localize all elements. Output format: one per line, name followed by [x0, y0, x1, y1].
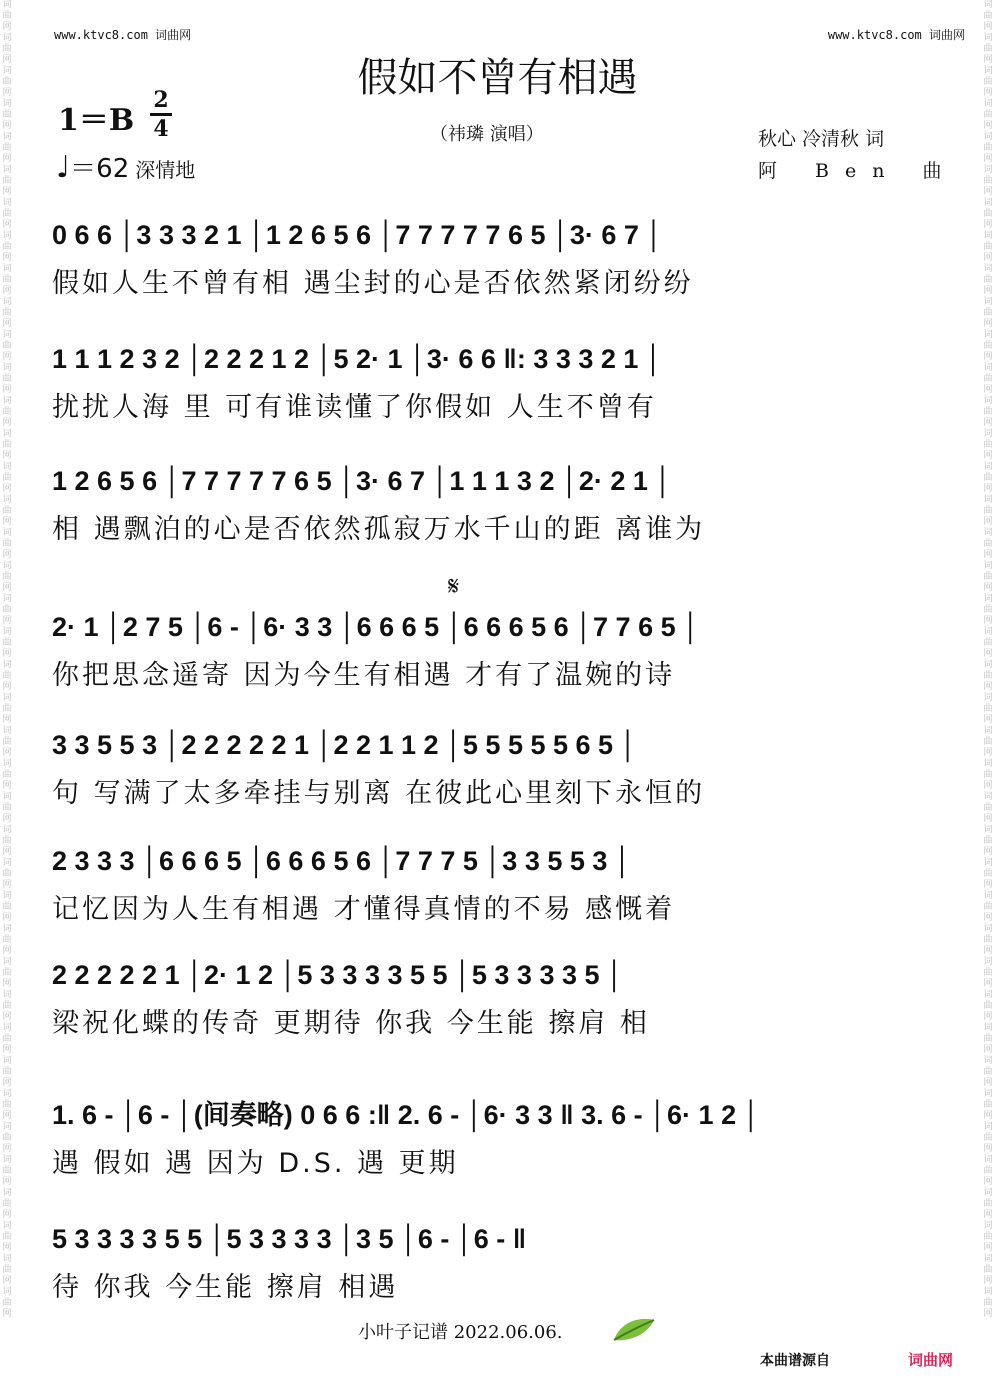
segno-sign: 𝄋	[448, 572, 460, 602]
tempo-value: ＝62	[70, 154, 130, 184]
composer-credit: 阿 Ben 曲	[758, 160, 958, 182]
notation-line: 3 3 5 5 3 │2 2 2 2 2 1 │2 2 1 1 2 │5 5 5 5 5 6 5 │	[52, 730, 638, 760]
lyrics-line: 相 遇飘泊的心是否依然孤寂万水千山的距 离谁为	[52, 514, 706, 545]
tempo-marking	[56, 148, 195, 185]
lyrics-line: 待 你我 今生能 擦肩 相遇	[52, 1272, 399, 1303]
time-signature	[150, 88, 172, 141]
score-row	[52, 952, 948, 1044]
notation-line: 2 2 2 2 2 1 │2· 1 2 │5 3 3 3 3 5 5 │5 3 3 3 3 5 │	[52, 960, 624, 990]
notation-line: 2 3 3 3 │6 6 6 5 │6 6 6 5 6 │7 7 7 5 │3 3 5 5 3 │	[52, 846, 632, 876]
score-row	[52, 212, 948, 304]
score-row	[52, 458, 948, 550]
quarter-note-icon: ♩	[56, 150, 71, 185]
notation-line: 1. 6 - │6 - │(间奏略) 0 6 6 :‖ 2. 6 - │6· 3 3 ‖ 3. 6 - │6· 1 2 │	[52, 1100, 761, 1130]
score-row	[52, 604, 948, 696]
lyrics-line: 你把思念遥寄 因为今生有相遇 才有了温婉的诗	[52, 660, 676, 691]
score-row-endings	[52, 1092, 948, 1184]
expression-mark: 深情地	[135, 158, 196, 182]
score-row	[52, 336, 948, 428]
leaf-icon	[610, 1314, 656, 1344]
score-row	[52, 1216, 948, 1308]
notation-line: 0 6 6 │3 3 3 2 1 │1 2 6 5 6 │7 7 7 7 7 6 5 │3· 6 7 │	[52, 220, 664, 250]
watermark-top-right: www.ktvc8.com 词曲网	[827, 28, 965, 42]
time-top: 2	[153, 87, 169, 113]
site-logo[interactable]: 词曲网	[908, 1351, 954, 1369]
lyrics-line: 句 写满了太多牵挂与别离 在彼此心里刻下永恒的	[52, 778, 706, 809]
lyrics-line: 遇 假如 遇 因为 D.S. 遇 更期	[52, 1148, 459, 1179]
notation-line: 5 3 3 3 3 5 5 │5 3 3 3 3 │3 5 │6 - │6 - ‖	[52, 1224, 527, 1254]
song-title: 假如不曾有相遇	[357, 55, 638, 101]
lyricist-credit: 秋心 冷清秋 词	[758, 128, 885, 150]
credits	[758, 123, 958, 187]
left-watermark-strip: 词曲网词曲网词曲网词曲网词曲网词曲网词曲网词曲网词曲网词曲网词曲网词曲网词曲网词曲网词曲网词曲网词曲网词曲网词曲网词曲网词曲网词曲网词曲网词曲网词曲网词曲网词曲网词曲网词曲网词曲网词曲网词曲网词曲网词曲网词曲网词曲网词曲网词曲网词曲网词曲网	[2, 0, 12, 1319]
transcriber-signature: 小叶子记谱 2022.06.06.	[358, 1322, 563, 1343]
notation-line: 1 2 6 5 6 │7 7 7 7 7 6 5 │3· 6 7 │1 1 1 3 2 │2· 2 1 │	[52, 466, 673, 496]
lyrics-line: 扰扰人海 里 可有谁读懂了你假如 人生不曾有	[52, 392, 657, 423]
source-label: 本曲谱源自	[760, 1353, 830, 1369]
singer-credit: （祎璘 演唱）	[430, 124, 544, 145]
score-row	[52, 722, 948, 814]
notation-line: 2· 1 │2 7 5 │6 - │6· 3 3 │6 6 6 5 │6 6 6 5 6 │7 7 6 5 │	[52, 612, 700, 642]
lyrics-line: 记忆因为人生有相遇 才懂得真情的不易 感慨着	[52, 894, 676, 925]
right-watermark-strip: 词曲网词曲网词曲网词曲网词曲网词曲网词曲网词曲网词曲网词曲网词曲网词曲网词曲网词曲网词曲网词曲网词曲网词曲网词曲网词曲网词曲网词曲网词曲网词曲网词曲网词曲网词曲网词曲网词曲网词曲网词曲网词曲网词曲网词曲网词曲网词曲网词曲网词曲网词曲网词曲网	[983, 0, 993, 1319]
time-bottom: 4	[153, 116, 169, 142]
notation-line: 1 1 1 2 3 2 │2 2 2 1 2 │5 2· 1 │3· 6 6 ‖: 3 3 3 2 1 │	[52, 344, 663, 374]
score-row	[52, 838, 948, 930]
watermark-top-left: www.ktvc8.com 词曲网	[54, 28, 192, 42]
lyrics-line: 假如人生不曾有相 遇尘封的心是否依然紧闭纷纷	[52, 268, 694, 299]
key-signature: 1＝B	[58, 103, 135, 138]
lyrics-line: 梁祝化蝶的传奇 更期待 你我 今生能 擦肩 相	[52, 1008, 650, 1039]
